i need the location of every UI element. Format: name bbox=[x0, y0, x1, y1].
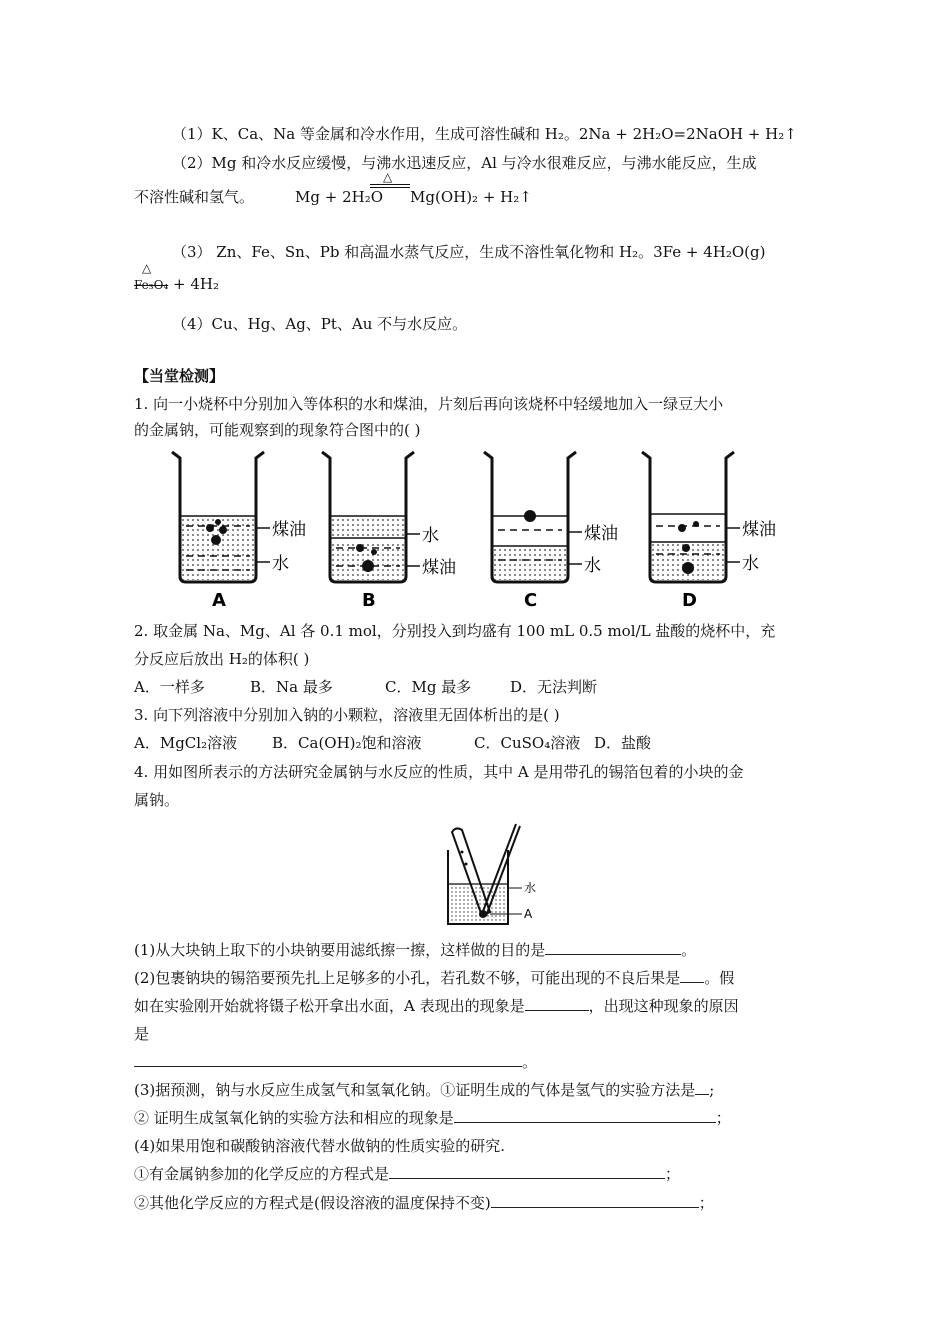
q4-part4-line1: (4)如果用饱和碳酸钠溶液代替水做钠的性质实验的研究. bbox=[134, 1137, 506, 1155]
beaker-a-letter: A bbox=[212, 590, 226, 610]
q4-part4c-end: ； bbox=[698, 1194, 714, 1212]
beaker-c bbox=[484, 452, 618, 610]
rule-2-equation-left: Mg + 2H₂O bbox=[295, 188, 384, 206]
q4-part3b-text: ② 证明生成氢氧化钠的实验方法和相应的现象是 bbox=[134, 1109, 454, 1127]
q4-part3-line1 bbox=[134, 1080, 714, 1100]
heat-condition-2: △ bbox=[142, 261, 152, 275]
answer-blank-2[interactable] bbox=[680, 968, 704, 983]
rule-3-line1: （3） Zn、Fe、Sn、Pb 和高温水蒸气反应，生成不溶性氧化物和 H₂。3Fe + 4H₂O(g) bbox=[172, 243, 766, 261]
q4-part4-line3 bbox=[134, 1193, 714, 1213]
q4-part3-line2 bbox=[134, 1108, 731, 1128]
beaker-a-bottom-label: 水 bbox=[272, 554, 289, 574]
q4-part1-end: 。 bbox=[681, 941, 697, 959]
q4-part3a-text: (3)据预测，钠与水反应生成氢气和氢氧化钠。①证明生成的气体是氢气的实验方法是 bbox=[134, 1081, 696, 1099]
q4-part2d-end: 。 bbox=[522, 1053, 538, 1071]
beaker-b-bottom-label: 煤油 bbox=[422, 558, 456, 578]
figure-a-label: A bbox=[524, 907, 533, 921]
q3-option-c: C．CuSO₄溶液 bbox=[474, 734, 581, 752]
q2-line1: 2. 取金属 Na、Mg、Al 各 0.1 mol，分别投入到均盛有 100 mL 0.5 mol/L 盐酸的烧杯中，充 bbox=[134, 622, 776, 640]
q2-option-b: B．Na 最多 bbox=[250, 678, 333, 696]
beaker-d-bottom-label: 水 bbox=[742, 554, 759, 574]
q4-part1-text: (1)从大块钠上取下的小块钠要用滤纸擦一擦，这样做的目的是 bbox=[134, 941, 546, 959]
beakers-figure bbox=[166, 448, 806, 610]
figure-water-label: 水 bbox=[524, 881, 537, 895]
rule-2-line2: 不溶性碱和氢气。 bbox=[134, 188, 255, 206]
q4-part2-line2 bbox=[134, 996, 739, 1016]
q3-option-b: B．Ca(OH)₂饱和溶液 bbox=[272, 734, 422, 752]
q4-part2b-end: ，出现这种现象的原因 bbox=[588, 997, 739, 1015]
q4-part1 bbox=[134, 940, 696, 960]
answer-blank-5[interactable] bbox=[695, 1080, 709, 1095]
q1-line2: 的金属钠，可能观察到的现象符合图中的( ) bbox=[134, 421, 421, 439]
answer-blank-4[interactable] bbox=[134, 1052, 522, 1067]
q2-option-d: D．无法判断 bbox=[510, 678, 598, 696]
q4-part2a-end: 。假 bbox=[704, 969, 735, 987]
q4-part2-line1 bbox=[134, 968, 734, 988]
q3-option-d: D．盐酸 bbox=[594, 734, 652, 752]
q4-part4b-end: ； bbox=[665, 1165, 681, 1183]
answer-blank-1[interactable] bbox=[545, 940, 681, 955]
beaker-b bbox=[322, 452, 456, 610]
q1-line1: 1. 向一小烧杯中分别加入等体积的水和煤油，片刻后再向该烧杯中轻缓地加入一绿豆大小 bbox=[134, 395, 724, 413]
q4-part2-line4 bbox=[134, 1052, 537, 1072]
rule-3-line2 bbox=[134, 274, 219, 295]
q4-part4b-text: ①有金属钠参加的化学反应的方程式是 bbox=[134, 1165, 390, 1183]
answer-blank-8[interactable] bbox=[491, 1193, 699, 1208]
q3-option-a: A．MgCl₂溶液 bbox=[134, 734, 238, 752]
q4-part3a-end: ; bbox=[709, 1081, 715, 1099]
beaker-a bbox=[172, 452, 306, 610]
q2-option-a: A．一样多 bbox=[134, 678, 205, 696]
beaker-d-top-label: 煤油 bbox=[742, 520, 776, 540]
q2-line2: 分反应后放出 H₂的体积( ) bbox=[134, 650, 310, 668]
q4-line1: 4. 用如图所表示的方法研究金属钠与水反应的性质，其中 A 是用带孔的锡箔包着的小块的金 bbox=[134, 763, 744, 781]
q4-part3b-end: ； bbox=[715, 1109, 731, 1127]
answer-blank-7[interactable] bbox=[389, 1164, 665, 1179]
q4-line2: 属钠。 bbox=[134, 791, 180, 809]
equation-double-line bbox=[370, 184, 410, 189]
q4-part2a-text: (2)包裹钠块的锡箔要预先扎上足够多的小孔，若孔数不够，可能出现的不良后果是 bbox=[134, 969, 681, 987]
rule-2-equation-right: Mg(OH)₂ + H₂↑ bbox=[410, 188, 532, 206]
q4-part2b-text: 如在实验刚开始就将镊子松开拿出水面，A 表现出的现象是 bbox=[134, 997, 525, 1015]
answer-blank-6[interactable] bbox=[454, 1108, 716, 1123]
heat-condition: △ bbox=[383, 170, 393, 184]
q2-option-c: C．Mg 最多 bbox=[385, 678, 472, 696]
beaker-c-bottom-label: 水 bbox=[584, 556, 601, 576]
rule-2-line1: （2）Mg 和冷水反应缓慢，与沸水迅速反应，Al 与冷水很难反应，与沸水能反应，生成 bbox=[172, 154, 757, 172]
beaker-d-letter: D bbox=[682, 590, 697, 610]
rule-1: （1）K、Ca、Na 等金属和冷水作用，生成可溶性碱和 H₂。2Na + 2H₂O=2NaOH + H₂↑ bbox=[172, 125, 797, 143]
beaker-d bbox=[642, 452, 776, 610]
beaker-c-top-label: 煤油 bbox=[584, 524, 618, 544]
struck-product: Fe₃O₄ bbox=[134, 278, 169, 292]
q4-part4c-text: ②其他化学反应的方程式是(假设溶液的温度保持不变) bbox=[134, 1194, 491, 1212]
beaker-b-top-label: 水 bbox=[422, 526, 439, 546]
q4-part2-line3: 是 bbox=[134, 1025, 150, 1043]
rule-4: （4）Cu、Hg、Ag、Pt、Au 不与水反应。 bbox=[172, 315, 468, 333]
beaker-a-top-label: 煤油 bbox=[272, 520, 306, 540]
beaker-c-letter: C bbox=[524, 590, 538, 610]
q4-part4-line2 bbox=[134, 1164, 680, 1184]
beaker-b-letter: B bbox=[362, 590, 376, 610]
section-title: 【当堂检测】 bbox=[134, 367, 225, 385]
q3-line1: 3. 向下列溶液中分别加入钠的小颗粒，溶液里无固体析出的是( ) bbox=[134, 706, 560, 724]
rule-3-rest: + 4H₂ bbox=[168, 275, 219, 293]
sodium-experiment-figure bbox=[438, 822, 548, 930]
answer-blank-3[interactable] bbox=[525, 996, 589, 1011]
